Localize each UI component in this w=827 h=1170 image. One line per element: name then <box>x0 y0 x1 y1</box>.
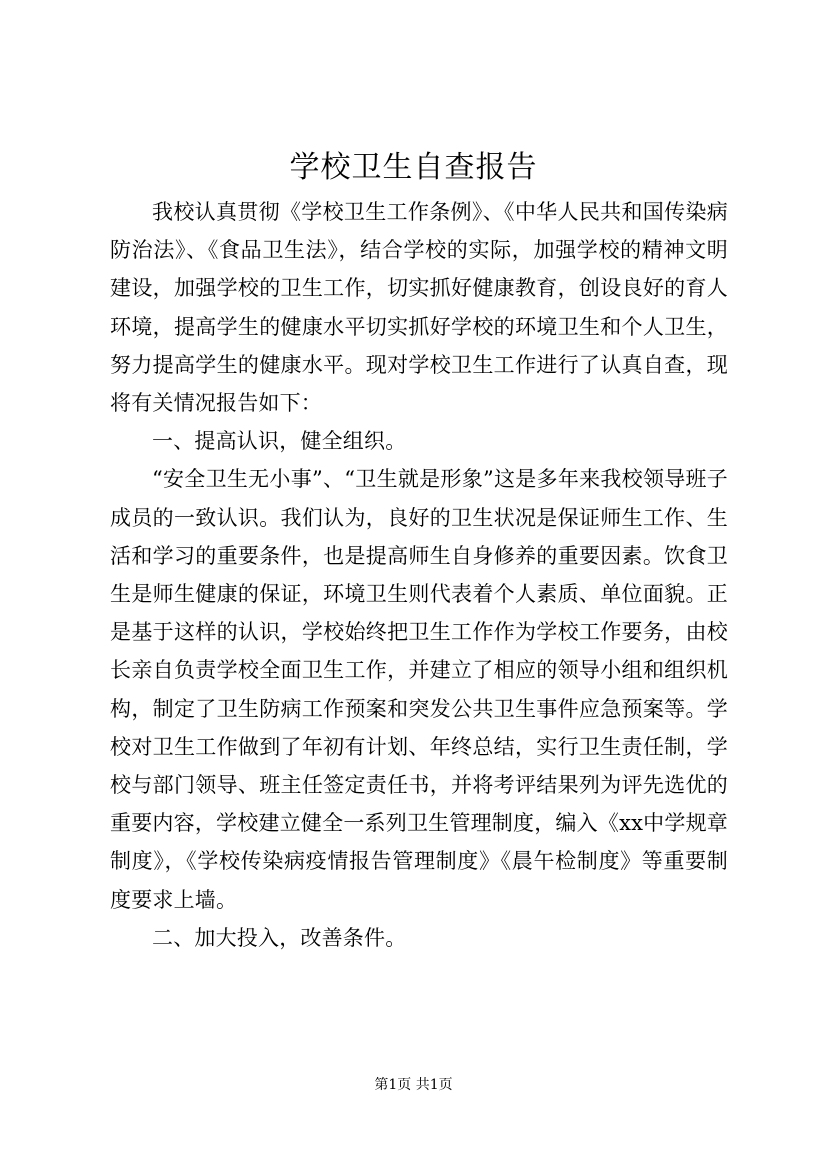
paragraph-intro: 我校认真贯彻《学校卫生工作条例》、《中华人民共和国传染病防治法》、《食品卫生法》，结合学校的实际，加强学校的精神文明建设，加强学校的卫生工作，切实抓好健康教育，创设良好的育人环境，提高学生的健康水平切实抓好学校的环境卫生和个人卫生，努力提高学生的健康水平。现对学校卫生工作进行了认真自查，现将有关情况报告如下： <box>110 200 728 416</box>
section-heading-2: 二、加大投入，改善条件。 <box>152 925 407 950</box>
paragraph-section-1: “安全卫生无小事”、“卫生就是形象”这是多年来我校领导班子成员的一致认识。我们认为，良好的卫生状况是保证师生工作、生活和学习的重要条件，也是提高师生自身修养的重要因素。饮食卫生是师生健康的保证，环境卫生则代表着个人素质、单位面貌。正是基于这样的认识，学校始终把卫生工作作为学校工作要务，由校长亲自负责学校全面卫生工作，并建立了相应的领导小组和组织机构，制定了卫生防病工作预案和突发公共卫生事件应急预案等。学校对卫生工作做到了年初有计划、年终总结，实行卫生责任制，学校与部门领导、班主任签定责任书，并将考评结果列为评先选优的重要内容，学校建立健全一系列卫生管理制度，编入《xx中学规章制度》，《学校传染病疫情报告管理制度》《晨午检制度》等重要制度要求上墙。 <box>110 467 728 912</box>
section-heading-1: 一、提高认识，健全组织。 <box>152 429 407 454</box>
page-footer: 第1页 共1页 <box>374 1077 453 1093</box>
document-title: 学校卫生自查报告 <box>289 150 538 185</box>
document-body <box>110 193 728 957</box>
